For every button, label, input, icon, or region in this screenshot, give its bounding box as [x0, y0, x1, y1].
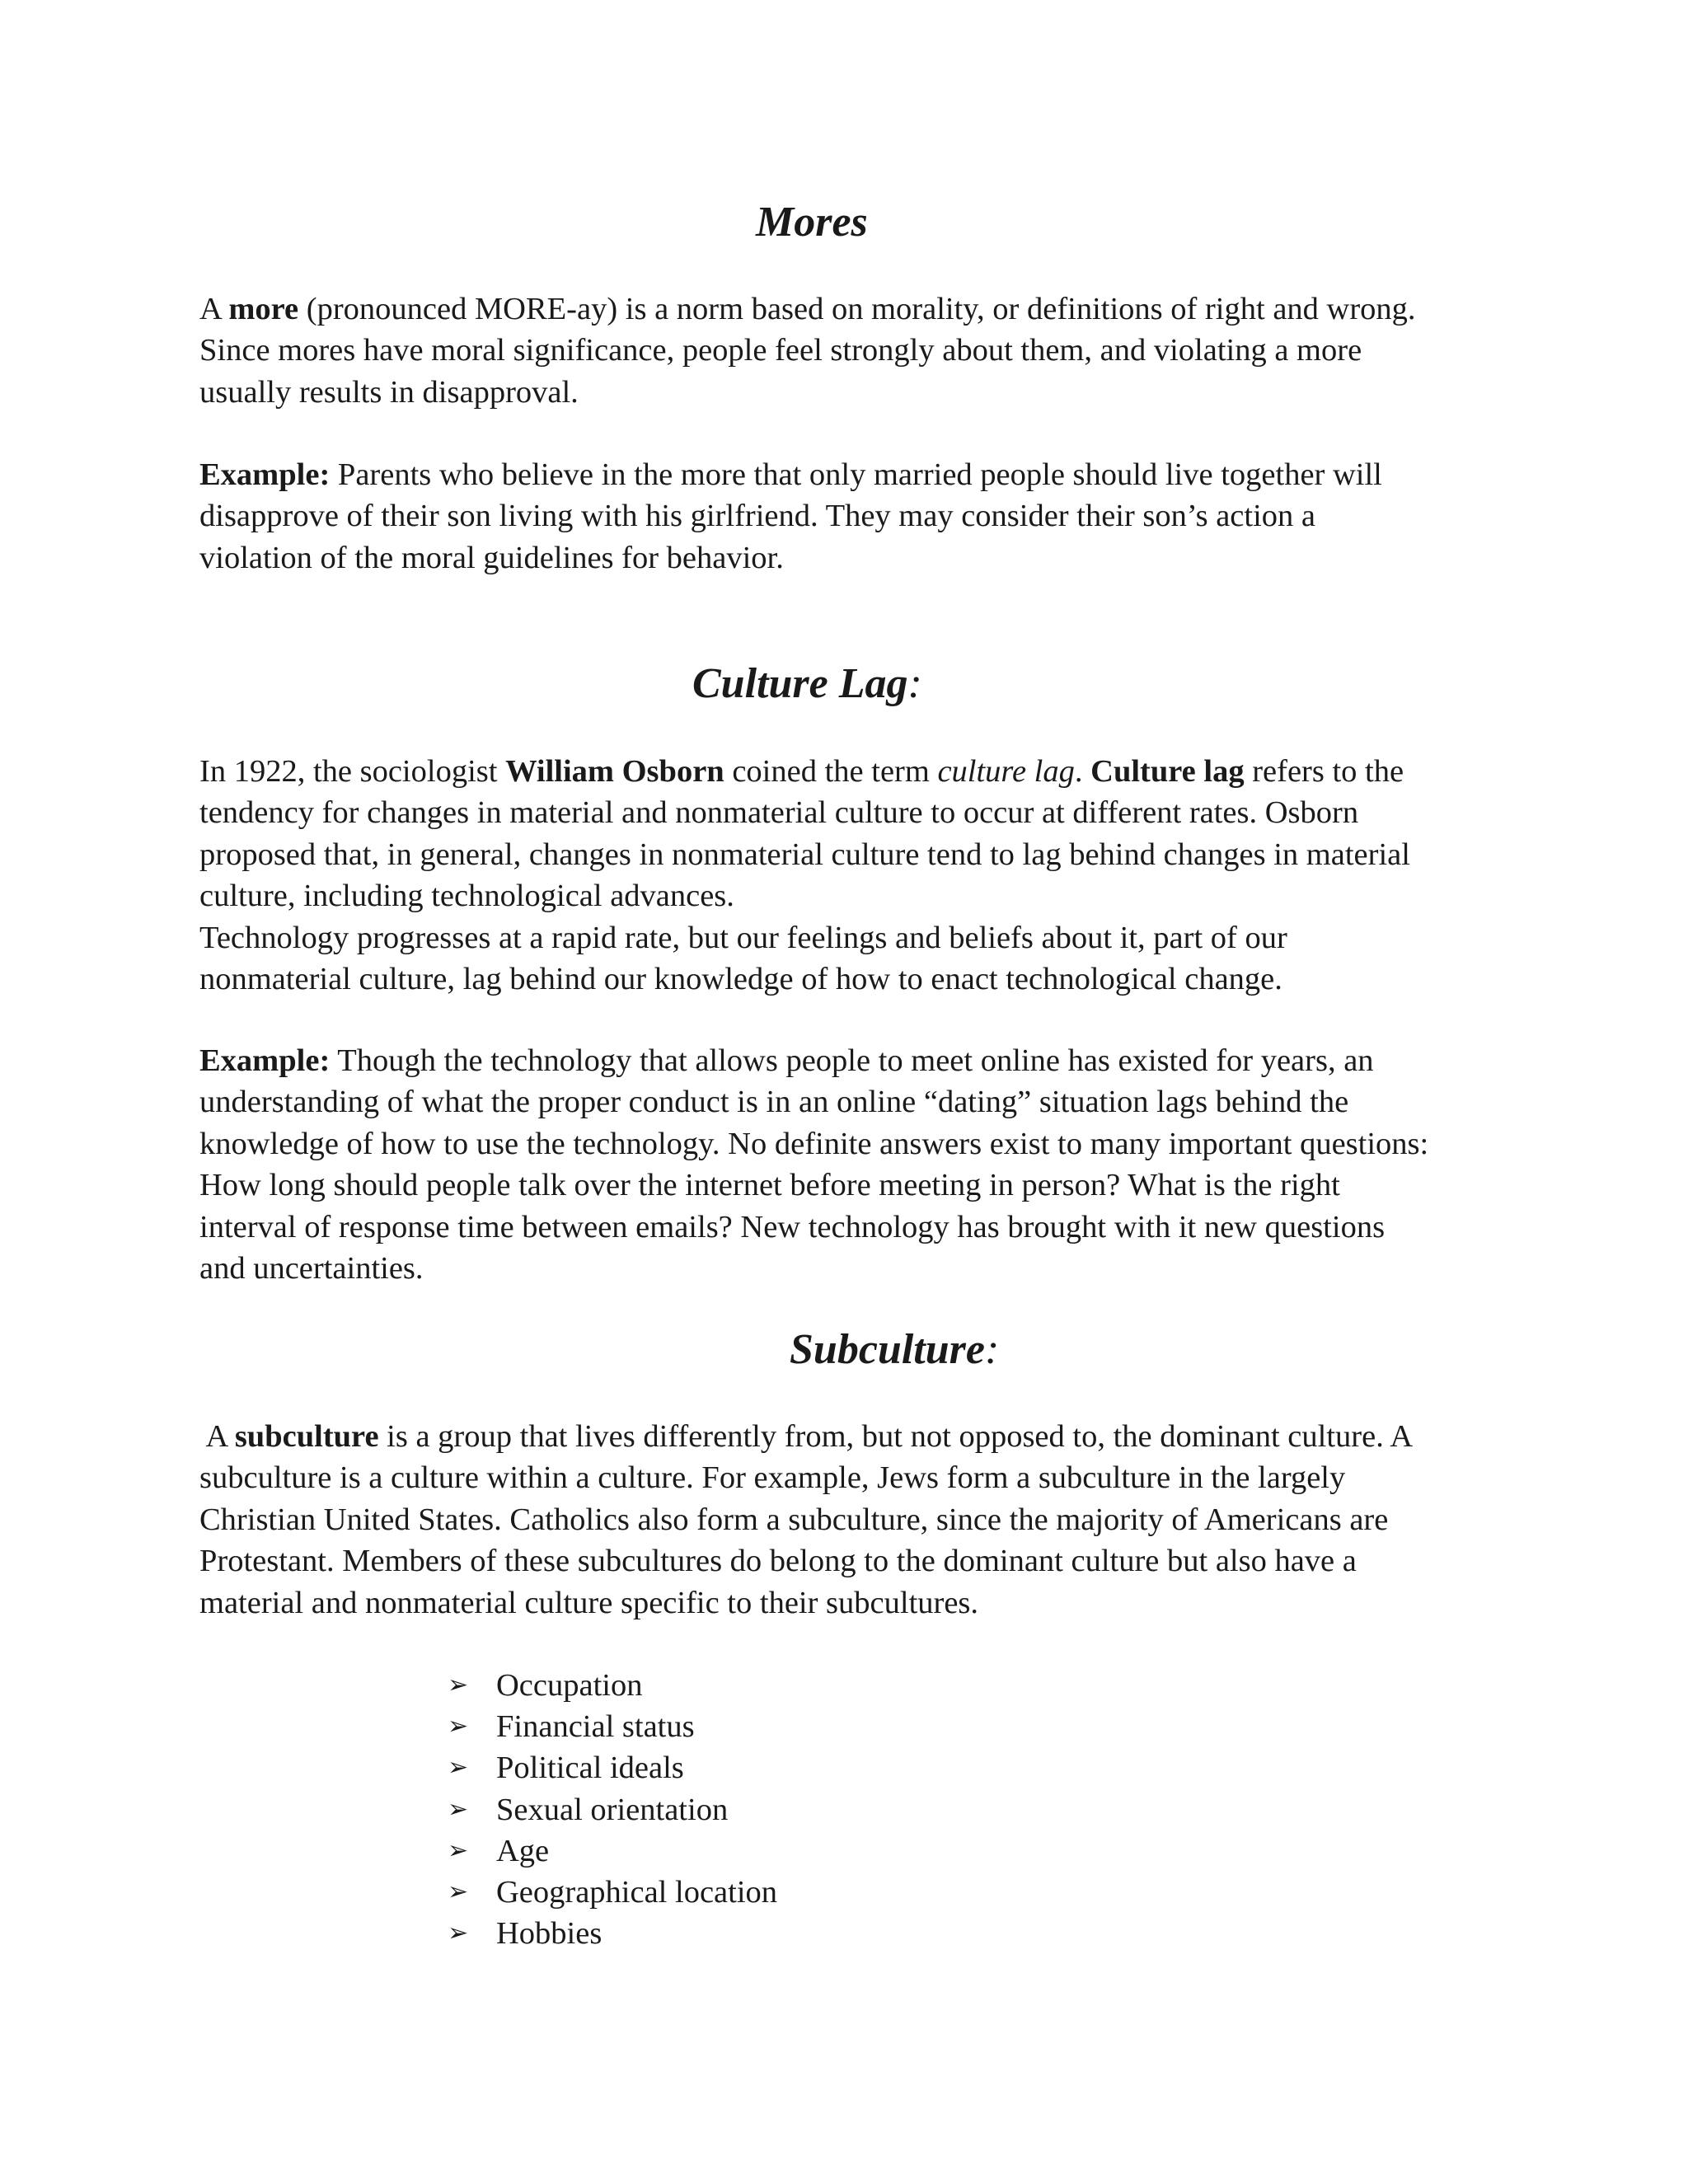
text-line: A subculture is a group that lives differently from, but not opposed to, the dominant culture. A — [199, 1419, 1414, 1454]
arrowhead-bullet-icon: ➢ — [448, 1753, 469, 1783]
term-more: more — [228, 292, 299, 326]
example-label: Example: — [199, 457, 331, 492]
text-line: Example: Though the technology that allows people to meet online has existed for years, an — [199, 1043, 1374, 1078]
text-line: nonmaterial culture, lag behind our knowledge of how to enact technological change. — [199, 962, 1282, 997]
list-item: ➢ Geographical location — [448, 1872, 777, 1913]
arrowhead-bullet-icon: ➢ — [448, 1877, 469, 1907]
list-item: ➢ Sexual orientation — [448, 1789, 777, 1830]
list-item: ➢ Occupation — [448, 1665, 777, 1706]
heading-culture-lag: Culture Lag: — [692, 660, 922, 707]
mores-definition-paragraph — [199, 288, 1551, 413]
text-line: Since mores have moral significance, people feel strongly about them, and violating a more — [199, 333, 1362, 368]
text-line: tendency for changes in material and nonmaterial culture to occur at different rates. Osborn — [199, 795, 1359, 831]
list-item: ➢ Age — [448, 1830, 777, 1872]
text-line: A more (pronounced MORE-ay) is a norm based on morality, or definitions of right and wrong. — [199, 292, 1416, 326]
subculture-definition-paragraph — [199, 1416, 1551, 1624]
text-line: Protestant. Members of these subcultures do belong to the dominant culture but also have a — [199, 1544, 1357, 1579]
text-line: Christian United States. Catholics also form a subculture, since the majority of Americans are — [199, 1502, 1389, 1537]
name-william-osborn: William Osborn — [505, 754, 724, 789]
text-line: understanding of what the proper conduct is in an online “dating” situation lags behind the — [199, 1085, 1349, 1120]
heading-subculture-text: Subculture — [790, 1326, 985, 1373]
text-line: material and nonmaterial culture specific to their subcultures. — [199, 1585, 979, 1620]
list-item: ➢ Financial status — [448, 1706, 777, 1747]
arrowhead-bullet-icon: ➢ — [448, 1835, 469, 1865]
text-line: interval of response time between emails? New technology has brought with it new questions — [199, 1209, 1386, 1244]
term-culture-lag-italic: culture lag — [937, 754, 1075, 789]
text-line: How long should people talk over the internet before meeting in person? What is the right — [199, 1168, 1340, 1203]
text-line: subculture is a culture within a culture. For example, Jews form a subculture in the largely — [199, 1460, 1346, 1496]
text-line: usually results in disapproval. — [199, 374, 579, 410]
term-subculture: subculture — [234, 1419, 379, 1454]
text-line: proposed that, in general, changes in nonmaterial culture tend to lag behind changes in material — [199, 837, 1410, 872]
term-culture-lag: Culture lag — [1090, 754, 1245, 789]
culture-lag-definition-paragraph — [199, 751, 1551, 1000]
heading-mores-text: Mores — [756, 199, 868, 246]
heading-mores — [0, 198, 1688, 247]
text-line: knowledge of how to use the technology. No definite answers exist to many important questions: — [199, 1126, 1429, 1161]
culture-lag-example-paragraph — [199, 1040, 1551, 1289]
text-line: and uncertainties. — [199, 1251, 424, 1286]
arrowhead-bullet-icon: ➢ — [448, 1919, 469, 1948]
arrowhead-bullet-icon: ➢ — [448, 1671, 469, 1700]
heading-subculture: Subculture: — [790, 1326, 1000, 1373]
text-line: In 1922, the sociologist William Osborn coined the term culture lag. Culture lag refers to the — [199, 754, 1404, 789]
subculture-factors-list — [448, 1665, 777, 1954]
mores-example-paragraph — [199, 454, 1551, 579]
arrowhead-bullet-icon: ➢ — [448, 1794, 469, 1824]
arrowhead-bullet-icon: ➢ — [448, 1712, 469, 1741]
text-line: culture, including technological advances. — [199, 879, 734, 914]
heading-culture-lag-text: Culture Lag — [692, 660, 908, 707]
text-line: Technology progresses at a rapid rate, but our feelings and beliefs about it, part of our — [199, 920, 1287, 955]
text-line: Example: Parents who believe in the more that only married people should live together will — [199, 457, 1382, 492]
list-item: ➢ Hobbies — [448, 1913, 777, 1954]
text-line: violation of the moral guidelines for behavior. — [199, 540, 784, 575]
text-line: disapprove of their son living with his girlfriend. They may consider their son’s action a — [199, 499, 1316, 534]
example-label: Example: — [199, 1043, 331, 1078]
list-item: ➢ Political ideals — [448, 1747, 777, 1788]
